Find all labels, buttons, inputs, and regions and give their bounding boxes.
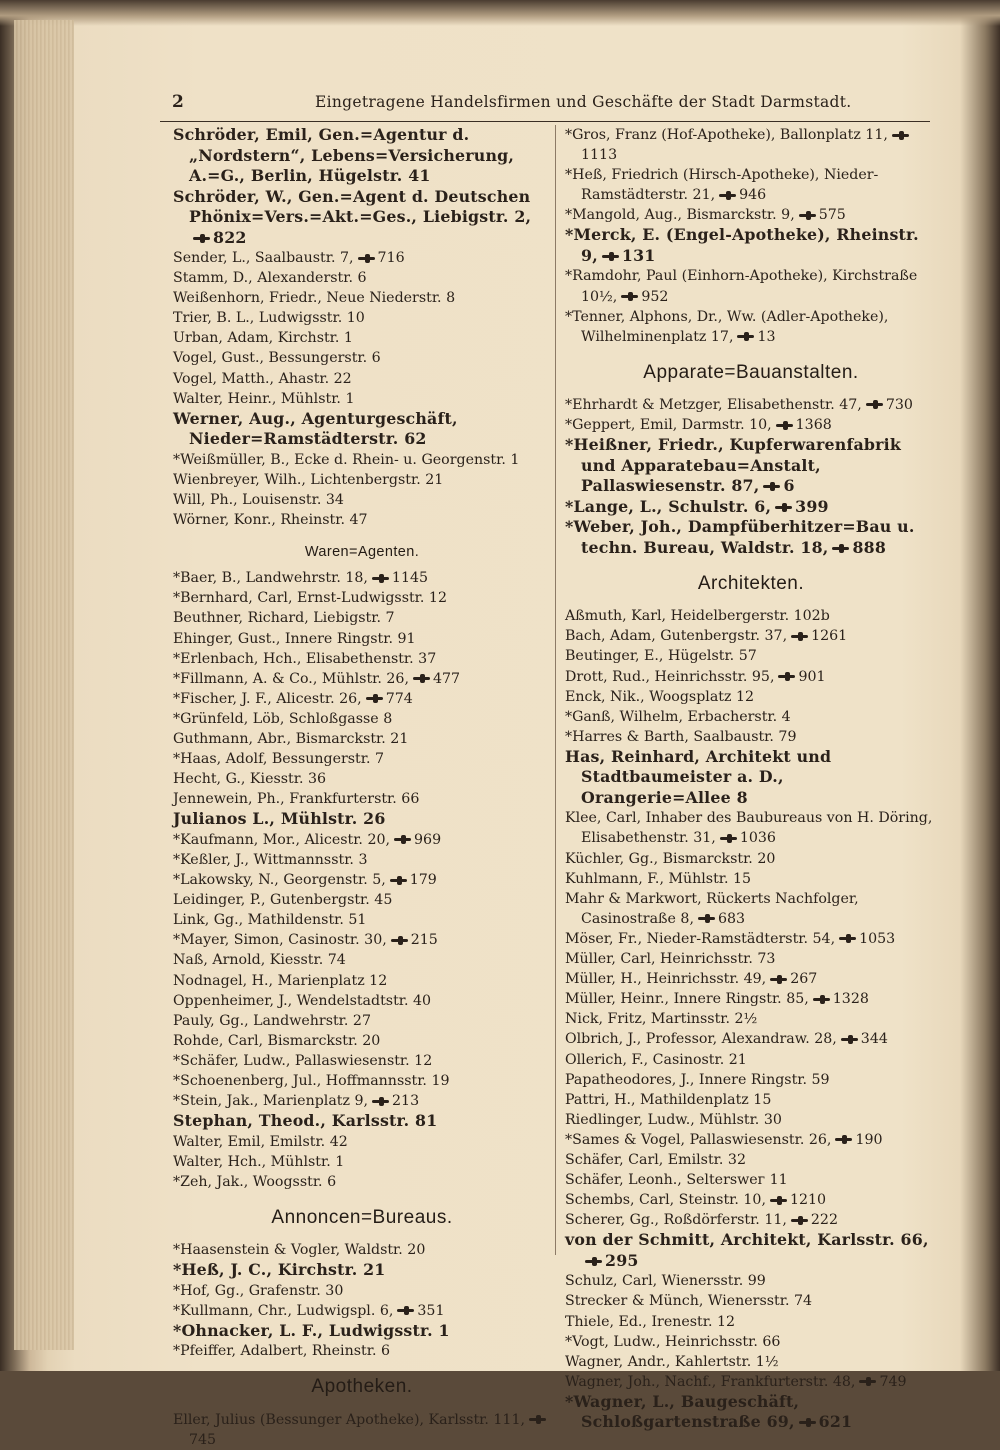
directory-entry (565, 205, 937, 225)
telephone-icon (813, 995, 830, 1004)
directory-entry (565, 225, 937, 266)
telephone-icon (391, 936, 408, 945)
directory-entry (173, 1051, 551, 1071)
telephone-icon (791, 1216, 808, 1225)
directory-entry (173, 409, 551, 450)
entry-text: Papatheodores, J., Innere Ringstr. 59 (565, 1071, 830, 1088)
entry-text: *Kullmann, Chr., Ludwigspl. 6, (173, 1302, 394, 1319)
directory-entry (173, 1341, 551, 1361)
directory-entry (173, 187, 551, 249)
directory-entry (565, 307, 937, 347)
directory-entry (565, 849, 937, 869)
entry-text: Eller, Julius (Bessunger Apotheke), Karlsstr. 111, (173, 1411, 525, 1428)
directory-entry (565, 707, 937, 727)
entry-text: Sender, L., Saalbaustr. 7, (173, 250, 354, 266)
directory-entry (565, 1312, 937, 1332)
directory-entry (173, 850, 551, 870)
telephone-icon (372, 1097, 389, 1106)
phone-number: 179 (409, 872, 437, 889)
directory-entry (565, 1332, 937, 1352)
entry-text: Riedlinger, Ludw., Mühlstr. 30 (565, 1111, 782, 1128)
telephone-icon (776, 421, 793, 430)
entry-text: Beuthner, Richard, Liebigstr. 7 (173, 610, 395, 627)
telephone-icon (839, 934, 856, 943)
entry-text: Naß, Arnold, Kiesstr. 74 (173, 952, 346, 969)
directory-entry (173, 1240, 551, 1260)
directory-entry (173, 288, 551, 308)
directory-entry (565, 1150, 937, 1170)
telephone-icon (778, 672, 795, 681)
entry-text: Stephan, Theod., Karlsstr. 81 (173, 1111, 438, 1131)
page-leaves (14, 20, 74, 1350)
page-title: Eingetragene Handelsfirmen und Geschäfte der Stadt Darmstadt. (315, 93, 852, 111)
entry-text: Nick, Fritz, Martinsstr. 2½ (565, 1011, 758, 1028)
phone-number: 215 (410, 932, 438, 949)
entry-text: Trier, B. L., Ludwigsstr. 10 (173, 310, 365, 327)
directory-entry (173, 1260, 551, 1281)
phone-number: 344 (860, 1031, 888, 1048)
directory-entry (565, 969, 937, 989)
entry-text: *Lange, L., Schulstr. 6, (565, 496, 772, 516)
entry-text: *Hof, Gg., Grafenstr. 30 (173, 1282, 344, 1299)
entry-text: Oppenheimer, J., Wendelstadtstr. 40 (173, 992, 432, 1009)
phone-number: 730 (885, 396, 913, 413)
directory-entry (565, 889, 937, 929)
telephone-icon (585, 1257, 602, 1266)
left-column (173, 125, 551, 1450)
directory-entry (173, 830, 551, 850)
directory-entry (173, 328, 551, 348)
header-rule (160, 121, 930, 122)
entry-text: *Geppert, Emil, Darmstr. 10, (565, 417, 772, 434)
entry-text: Has, Reinhard, Architekt und Stadtbaumeister a. D., Orangerie=Allee 8 (565, 746, 832, 807)
phone-number: 1261 (811, 628, 848, 645)
entry-text: Schröder, Emil, Gen.=Agentur d. „Nordstern“, Lebens=Versicherung, A.=G., Berlin, Hügelstr. 41 (173, 125, 515, 185)
directory-entry (173, 348, 551, 368)
telephone-icon (193, 234, 210, 243)
phone-number: 6 (783, 476, 795, 496)
directory-entry (173, 1031, 551, 1051)
entry-text: Ollerich, F., Casinostr. 21 (565, 1051, 747, 1068)
directory-entry (565, 747, 937, 809)
directory-entry (173, 490, 551, 510)
directory-entry (173, 1321, 551, 1342)
entry-text: Bach, Adam, Gutenbergstr. 37, (565, 628, 788, 645)
directory-entry (565, 1009, 937, 1029)
directory-entry (173, 1132, 551, 1152)
directory-entry (565, 1190, 937, 1210)
phone-number: 222 (810, 1212, 838, 1229)
entry-text: Wagner, Joh., Nachf., Frankfurterstr. 48, (565, 1373, 856, 1390)
directory-entry (565, 497, 937, 518)
telephone-icon (602, 252, 619, 261)
directory-entry (173, 769, 551, 789)
telephone-icon (719, 191, 736, 200)
telephone-icon (799, 1418, 816, 1427)
entry-text: Walter, Emil, Emilstr. 42 (173, 1133, 348, 1150)
directory-entry (565, 266, 937, 306)
entry-text: Schembs, Carl, Steinstr. 10, (565, 1192, 766, 1209)
entry-text: Schulz, Carl, Wienersstr. 99 (565, 1273, 766, 1290)
entry-text: Mahr & Markwort, Rückerts Nachfolger, Casinostraße 8, (565, 890, 859, 927)
directory-entry (173, 308, 551, 328)
section-heading-text: Apparate=Bauanstalten. (643, 361, 859, 383)
entry-text: *Kaufmann, Mor., Alicestr. 20, (173, 831, 391, 848)
page-number: 2 (172, 92, 184, 112)
telephone-icon (390, 876, 407, 885)
entry-text: Vogel, Matth., Ahastr. 22 (173, 370, 352, 387)
phone-number: 575 (818, 207, 846, 224)
telephone-icon (866, 400, 883, 409)
directory-entry (565, 125, 937, 165)
directory-entry (173, 1281, 551, 1301)
entry-text: Werner, Aug., Agenturgeschäft, Nieder=Ramstädterstr. 62 (173, 408, 458, 449)
phone-number: 477 (432, 670, 461, 687)
directory-entry (565, 1230, 937, 1271)
entry-text: *Schäfer, Ludw., Pallaswiesenstr. 12 (173, 1052, 433, 1069)
directory-entry (173, 470, 551, 490)
entry-text: Link, Gg., Mathildenstr. 51 (173, 912, 367, 929)
directory-entry (173, 991, 551, 1011)
directory-entry (565, 929, 937, 949)
directory-entry (173, 709, 551, 729)
directory-entry (565, 165, 937, 205)
directory-entry (565, 395, 937, 415)
entry-text: Drott, Rud., Heinrichsstr. 95, (565, 668, 775, 685)
telephone-icon (698, 914, 715, 923)
entry-text: Pauly, Gg., Landwehrstr. 27 (173, 1012, 371, 1029)
directory-entry (173, 950, 551, 970)
entry-text: Walter, Heinr., Mühlstr. 1 (173, 390, 355, 407)
entry-text: Schröder, W., Gen.=Agent d. Deutschen Phönix=Vers.=Akt.=Ges., Liebigstr. 2, (173, 186, 532, 226)
entry-text: Wagner, Andr., Kahlertstr. 1½ (565, 1353, 779, 1370)
entry-text: *Baer, B., Landwehrstr. 18, (173, 570, 368, 587)
directory-entry (173, 649, 551, 669)
directory-entry (173, 1301, 551, 1321)
entry-text: *Mangold, Aug., Bismarckstr. 9, (565, 207, 795, 224)
entry-text: *Schoenenberg, Jul., Hoffmannsstr. 19 (173, 1072, 450, 1089)
directory-entry (565, 1050, 937, 1070)
entry-text: *Ramdohr, Paul (Einhorn-Apotheke), Kirchstraße 10½, (565, 268, 918, 305)
entry-text: *Haas, Adolf, Bessungerstr. 7 (173, 751, 385, 768)
entry-text: Aßmuth, Karl, Heidelbergerstr. 102b (565, 608, 830, 625)
entry-text: *Erlenbach, Hch., Elisabethenstr. 37 (173, 650, 437, 667)
telephone-icon (835, 1135, 852, 1144)
phone-number: 190 (855, 1131, 883, 1148)
telephone-icon (394, 835, 411, 844)
directory-entry (565, 808, 937, 848)
phone-number: 351 (417, 1302, 445, 1319)
entry-text: *Stein, Jak., Marienplatz 9, (173, 1093, 369, 1110)
directory-entry (565, 727, 937, 747)
phone-number: 888 (852, 537, 887, 557)
page-top-edge (0, 0, 1000, 26)
entry-text: Guthmann, Abr., Bismarckstr. 21 (173, 730, 409, 747)
entry-text: von der Schmitt, Architekt, Karlsstr. 66, (565, 1230, 929, 1250)
entry-text: *Grünfeld, Löb, Schloßgasse 8 (173, 710, 393, 727)
directory-entry (173, 389, 551, 409)
directory-entry (173, 608, 551, 628)
directory-entry (565, 415, 937, 435)
telephone-icon (892, 131, 909, 140)
directory-entry (173, 369, 551, 389)
entry-text: *Ohnacker, L. F., Ludwigsstr. 1 (173, 1320, 450, 1340)
directory-entry (565, 1352, 937, 1372)
telephone-icon (621, 292, 638, 301)
directory-entry (173, 1172, 551, 1192)
entry-text: *Weißmüller, B., Ecke d. Rhein- u. Georgenstr. 1 (173, 451, 520, 468)
right-column (565, 125, 937, 1433)
directory-entry (173, 1071, 551, 1091)
directory-entry (565, 626, 937, 646)
section-heading-text: Waren=Agenten. (304, 544, 420, 561)
directory-entry (565, 1110, 937, 1130)
telephone-icon (791, 632, 808, 641)
directory-entry (173, 450, 551, 470)
entry-text: *Zeh, Jak., Woogsstr. 6 (173, 1173, 337, 1190)
entry-text: *Merck, E. (Engel-Apotheke), Rheinstr. 9, (565, 225, 919, 265)
directory-entry (173, 1152, 551, 1172)
entry-text: Hecht, G., Kiesstr. 36 (173, 771, 327, 788)
section-heading (173, 542, 551, 562)
entry-text: Kuhlmann, F., Mühlstr. 15 (565, 870, 752, 887)
phone-number: 1036 (739, 830, 776, 847)
entry-text: *Ehrhardt & Metzger, Elisabethenstr. 47, (565, 396, 862, 413)
phone-number: 745 (189, 1431, 217, 1448)
directory-entry (173, 1091, 551, 1111)
entry-text: *Heß, Friedrich (Hirsch-Apotheke), Nieder-Ramstädterstr. 21, (565, 167, 879, 204)
directory-entry (565, 1291, 937, 1311)
phone-number: 901 (798, 668, 826, 685)
directory-entry (565, 517, 937, 558)
telephone-icon (775, 503, 792, 512)
directory-entry (565, 1392, 937, 1433)
entry-text: Klee, Carl, Inhaber des Baubureaus von H. Döring, Elisabethenstr. 31, (565, 810, 933, 847)
entry-text: Müller, H., Heinrichsstr. 49, (565, 971, 767, 988)
entry-text: Vogel, Gust., Bessungerstr. 6 (173, 350, 381, 367)
entry-text: *Fischer, J. F., Alicestr. 26, (173, 690, 362, 707)
entry-text: Urban, Adam, Kirchstr. 1 (173, 330, 353, 347)
entry-text: Strecker & Münch, Wienersstr. 74 (565, 1293, 813, 1310)
directory-entry (173, 510, 551, 530)
entry-text: *Harres & Barth, Saalbaustr. 79 (565, 728, 797, 745)
entry-text: Walter, Hch., Mühlstr. 1 (173, 1153, 345, 1170)
directory-entry (173, 789, 551, 809)
phone-number: 1368 (795, 417, 832, 434)
directory-entry (173, 971, 551, 991)
entry-text: Olbrich, J., Professor, Alexandraw. 28, (565, 1031, 837, 1048)
directory-entry (173, 568, 551, 588)
phone-number: 946 (739, 187, 767, 204)
section-heading (173, 1377, 551, 1397)
entry-text: *Heißner, Friedr., Kupferwarenfabrik und Apparatebau=Anstalt, Pallaswiesenstr. 87, (565, 435, 901, 496)
entry-text: *Weber, Joh., Dampfüberhitzer=Bau u. techn. Bureau, Waldstr. 18, (565, 517, 915, 557)
phone-number: 1113 (581, 147, 618, 164)
phone-number: 749 (879, 1373, 907, 1390)
directory-entry (565, 869, 937, 889)
directory-entry (565, 687, 937, 707)
directory-entry (173, 749, 551, 769)
phone-number: 267 (790, 971, 818, 988)
directory-entry (565, 667, 937, 687)
phone-number: 716 (377, 250, 405, 266)
directory-entry (565, 646, 937, 666)
entry-text: Thiele, Ed., Irenestr. 12 (565, 1313, 736, 1330)
phone-number: 213 (392, 1093, 420, 1110)
entry-text: Beutinger, E., Hügelstr. 57 (565, 648, 757, 665)
directory-entry (565, 1029, 937, 1049)
section-heading-text: Architekten. (697, 573, 805, 595)
phone-number: 399 (795, 496, 829, 516)
telephone-icon (737, 332, 754, 341)
directory-entry (565, 1271, 937, 1291)
telephone-icon (799, 211, 816, 220)
directory-entry (565, 989, 937, 1009)
phone-number: 1328 (832, 991, 869, 1008)
directory-entry (173, 930, 551, 950)
entry-text: Müller, Heinr., Innere Ringstr. 85, (565, 991, 809, 1008)
entry-text: *Lakowsky, N., Georgenstr. 5, (173, 872, 386, 889)
phone-number: 131 (621, 245, 656, 265)
entry-text: Schäfer, Carl, Emilstr. 32 (565, 1151, 746, 1168)
entry-text: *Ganß, Wilhelm, Erbacherstr. 4 (565, 708, 791, 725)
entry-text: *Fillmann, A. & Co., Mühlstr. 26, (173, 670, 409, 687)
phone-number: 952 (641, 288, 669, 305)
entry-text: Pattri, H., Mathildenplatz 15 (565, 1091, 772, 1108)
telephone-icon (397, 1306, 414, 1315)
directory-entry (173, 870, 551, 890)
directory-entry (173, 910, 551, 930)
entry-text: Rohde, Carl, Bismarckstr. 20 (173, 1032, 381, 1049)
directory-entry (565, 1090, 937, 1110)
telephone-icon (358, 254, 375, 263)
phone-number: 295 (605, 1250, 639, 1270)
directory-entry (173, 1111, 551, 1132)
phone-number: 1145 (391, 570, 429, 587)
section-heading (565, 574, 937, 594)
entry-text: Müller, Carl, Heinrichsstr. 73 (565, 951, 776, 968)
directory-entry (565, 1070, 937, 1090)
entry-text: Weißenhorn, Friedr., Neue Niederstr. 8 (173, 290, 456, 307)
phone-number: 621 (818, 1412, 853, 1432)
telephone-icon (720, 834, 737, 843)
entry-text: *Mayer, Simon, Casinostr. 30, (173, 932, 387, 949)
directory-entry (565, 1130, 937, 1150)
directory-entry (173, 1011, 551, 1031)
entry-text: *Pfeiffer, Adalbert, Rheinstr. 6 (173, 1343, 390, 1360)
telephone-icon (529, 1415, 546, 1424)
directory-entry (565, 1170, 937, 1190)
entry-text: Scherer, Gg., Roßdörferstr. 11, (565, 1212, 787, 1229)
directory-entry (565, 606, 937, 626)
phone-number: 1053 (859, 930, 896, 947)
section-heading (173, 1208, 551, 1228)
entry-text: Stamm, D., Alexanderstr. 6 (173, 270, 367, 287)
telephone-icon (841, 1035, 858, 1044)
directory-entry (173, 629, 551, 649)
entry-text: *Heß, J. C., Kirchstr. 21 (173, 1260, 386, 1280)
directory-entry (565, 1210, 937, 1230)
directory-entry (173, 809, 551, 830)
entry-text: *Wagner, L., Baugeschäft, Schloßgartenstraße 69, (565, 1391, 800, 1432)
phone-number: 774 (385, 690, 413, 707)
entry-text: Wörner, Konr., Rheinstr. 47 (173, 512, 368, 529)
telephone-icon (763, 482, 780, 491)
phone-number: 969 (414, 831, 442, 848)
entry-text: Küchler, Gg., Bismarckstr. 20 (565, 850, 776, 867)
directory-entry (565, 435, 937, 497)
telephone-icon (366, 694, 383, 703)
page-header (150, 92, 940, 120)
phone-number: 683 (717, 910, 746, 927)
entry-text: *Bernhard, Carl, Ernst-Ludwigsstr. 12 (173, 590, 447, 607)
telephone-icon (859, 1377, 876, 1386)
directory-entry (173, 1410, 551, 1450)
entry-text: *Keßler, J., Wittmannsstr. 3 (173, 851, 368, 868)
entry-text: Möser, Fr., Nieder-Ramstädterstr. 54, (565, 930, 836, 947)
directory-entry (173, 890, 551, 910)
entry-text: Nodnagel, H., Marienplatz 12 (173, 972, 388, 989)
phone-number: 1210 (789, 1192, 827, 1209)
entry-text: Ehinger, Gust., Innere Ringstr. 91 (173, 630, 416, 647)
entry-text: *Tenner, Alphons, Dr., Ww. (Adler-Apotheke), Wilhelminenplatz 17, (565, 308, 889, 345)
section-heading (565, 363, 937, 383)
section-heading-text: Apotheken. (311, 1376, 413, 1398)
directory-entry (173, 689, 551, 709)
directory-entry (173, 125, 551, 187)
column-divider (555, 125, 556, 1255)
directory-entry (173, 729, 551, 749)
entry-text: Wienbreyer, Wilh., Lichtenbergstr. 21 (173, 471, 444, 488)
entry-text: Enck, Nik., Woogsplatz 12 (565, 688, 755, 705)
directory-entry (173, 669, 551, 689)
telephone-icon (770, 975, 787, 984)
telephone-icon (832, 544, 849, 553)
entry-text: *Gros, Franz (Hof-Apotheke), Ballonplatz 11, (565, 127, 888, 143)
directory-entry (173, 248, 551, 268)
directory-entry (565, 1372, 937, 1392)
entry-text: Julianos L., Mühlstr. 26 (173, 809, 386, 829)
telephone-icon (413, 674, 430, 683)
directory-entry (565, 949, 937, 969)
directory-entry (173, 588, 551, 608)
phone-number: 822 (213, 227, 247, 247)
directory-entry (173, 268, 551, 288)
telephone-icon (770, 1196, 787, 1205)
entry-text: *Sames & Vogel, Pallaswiesenstr. 26, (565, 1131, 832, 1148)
entry-text: *Vogt, Ludw., Heinrichsstr. 66 (565, 1333, 781, 1350)
entry-text: *Haasenstein & Vogler, Waldstr. 20 (173, 1242, 426, 1259)
section-heading-text: Annoncen=Bureaus. (271, 1206, 453, 1228)
entry-text: Will, Ph., Louisenstr. 34 (173, 491, 344, 508)
telephone-icon (372, 574, 389, 583)
entry-text: Schäfer, Leonh., Selterswег 11 (565, 1172, 788, 1189)
entry-text: Leidinger, P., Gutenbergstr. 45 (173, 892, 393, 909)
phone-number: 13 (757, 328, 776, 345)
entry-text: Jennewein, Ph., Frankfurterstr. 66 (173, 791, 420, 808)
